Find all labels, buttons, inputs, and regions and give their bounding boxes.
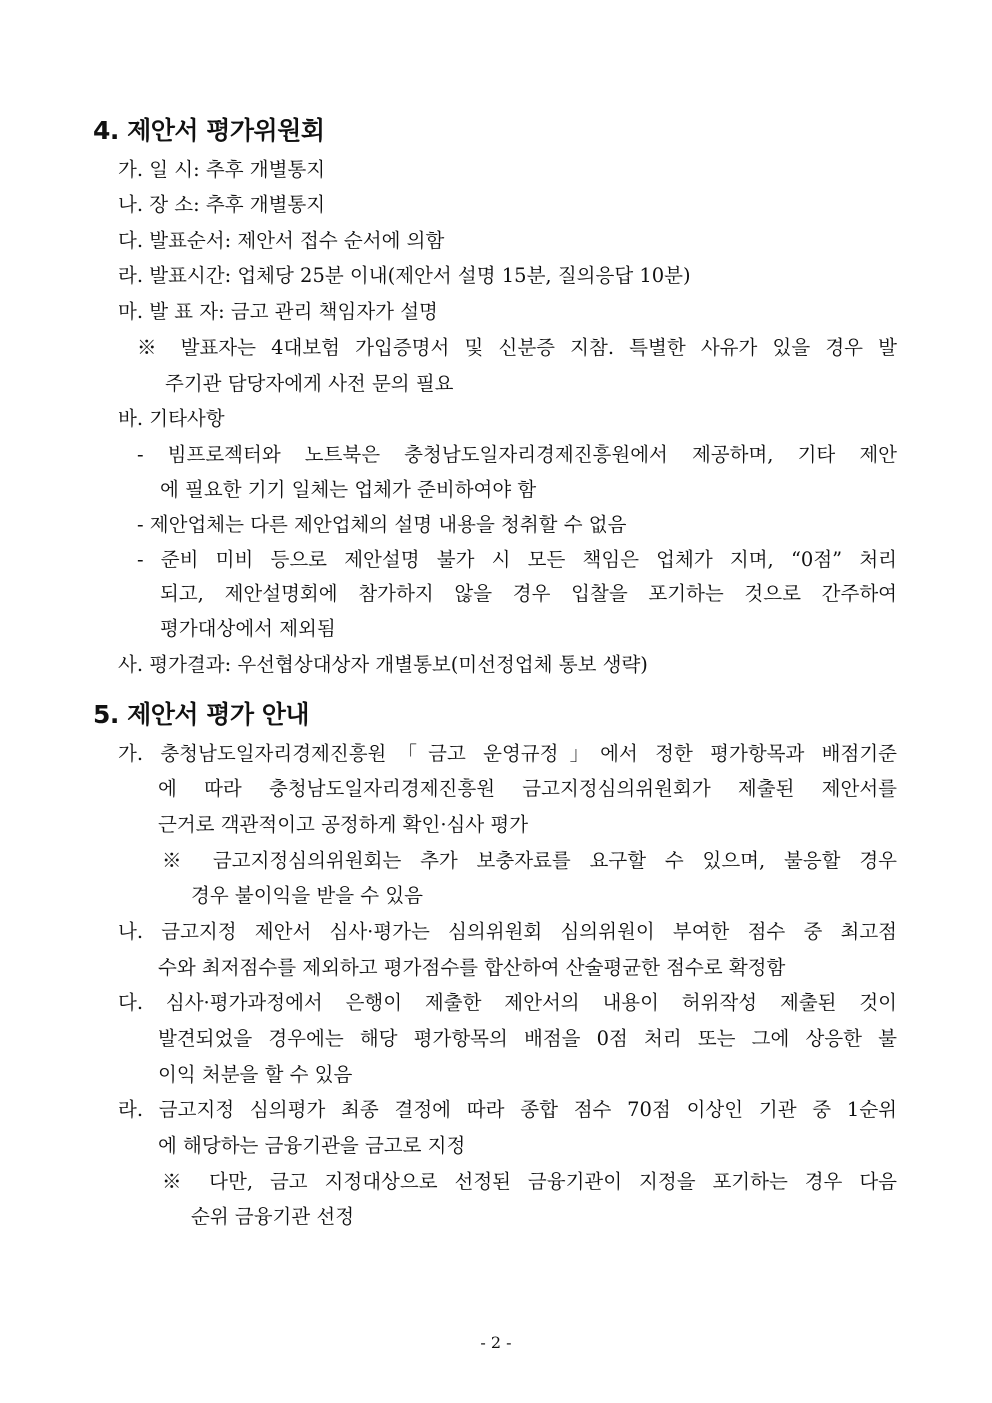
item-na-place: 나. 장 소: 추후 개별통지	[118, 193, 326, 216]
etc-item-1-line-2: 에 필요한 기기 일체는 업체가 준비하여야 함	[160, 478, 537, 501]
s5-ga-note-line-2: 경우 불이익을 받을 수 있음	[191, 884, 424, 907]
item-ba-etc-title: 바. 기타사항	[118, 407, 225, 430]
page-number: - 2 -	[480, 1333, 512, 1352]
item-sa-result: 사. 평가결과: 우선협상대상자 개별통보(미선정업체 통보 생략)	[118, 653, 648, 676]
presenter-note-line-1: ※ 발표자는 4대보험 가입증명서 및 신분증 지참. 특별한 사유가 있을 경우 발	[137, 336, 897, 359]
item-ma-presenter: 마. 발 표 자: 금고 관리 책임자가 설명	[118, 300, 438, 323]
s5-ra-line-1: 라. 금고지정 심의평가 최종 결정에 따라 종합 점수 70점 이상인 기관 중 1순위	[118, 1098, 897, 1121]
section-5-heading: 5. 제안서 평가 안내	[93, 700, 310, 729]
s5-da-line-1: 다. 심사·평가과정에서 은행이 제출한 제안서의 내용이 허위작성 제출된 것이	[118, 991, 897, 1014]
s5-na-line-2: 수와 최저점수를 제외하고 평가점수를 합산하여 산술평균한 점수로 확정함	[158, 956, 786, 979]
etc-item-2: - 제안업체는 다른 제안업체의 설명 내용을 청취할 수 없음	[137, 513, 627, 536]
etc-item-3-line-1: - 준비 미비 등으로 제안설명 불가 시 모든 책임은 업체가 지며, “0점” 처리	[137, 548, 897, 571]
s5-da-line-3: 이익 처분을 할 수 있음	[158, 1063, 353, 1086]
item-ra-time: 라. 발표시간: 업체당 25분 이내(제안서 설명 15분, 질의응답 10분)	[118, 264, 691, 287]
item-ga-schedule: 가. 일 시: 추후 개별통지	[118, 158, 326, 181]
etc-item-3-line-3: 평가대상에서 제외됨	[160, 617, 336, 640]
s5-ga-note-line-1: ※ 금고지정심의위원회는 추가 보충자료를 요구할 수 있으며, 불응할 경우	[162, 849, 897, 872]
s5-ga-line-2: 에 따라 충청남도일자리경제진흥원 금고지정심의위원회가 제출된 제안서를	[158, 777, 897, 800]
s5-ra-line-2: 에 해당하는 금융기관을 금고로 지정	[158, 1134, 466, 1157]
etc-item-3-line-2: 되고, 제안설명회에 참가하지 않을 경우 입찰을 포기하는 것으로 간주하여	[160, 582, 897, 605]
etc-item-1-line-1: - 빔프로젝터와 노트북은 충청남도일자리경제진흥원에서 제공하며, 기타 제안	[137, 443, 897, 466]
s5-na-line-1: 나. 금고지정 제안서 심사·평가는 심의위원회 심의위원이 부여한 점수 중 최고점	[118, 920, 897, 943]
section-4-heading: 4. 제안서 평가위원회	[93, 116, 325, 145]
s5-da-line-2: 발견되었을 경우에는 해당 평가항목의 배점을 0점 처리 또는 그에 상응한 불	[158, 1027, 897, 1050]
s5-ra-note-line-2: 순위 금융기관 선정	[191, 1205, 355, 1228]
s5-ga-line-3: 근거로 객관적이고 공정하게 확인·심사 평가	[158, 813, 529, 836]
s5-ga-line-1: 가. 충청남도일자리경제진흥원「금고 운영규정」에서 정한 평가항목과 배점기준	[118, 742, 897, 765]
s5-ra-note-line-1: ※ 다만, 금고 지정대상으로 선정된 금융기관이 지정을 포기하는 경우 다음	[162, 1170, 897, 1193]
presenter-note-line-2: 주기관 담당자에게 사전 문의 필요	[165, 372, 454, 395]
item-da-order: 다. 발표순서: 제안서 접수 순서에 의함	[118, 229, 445, 252]
